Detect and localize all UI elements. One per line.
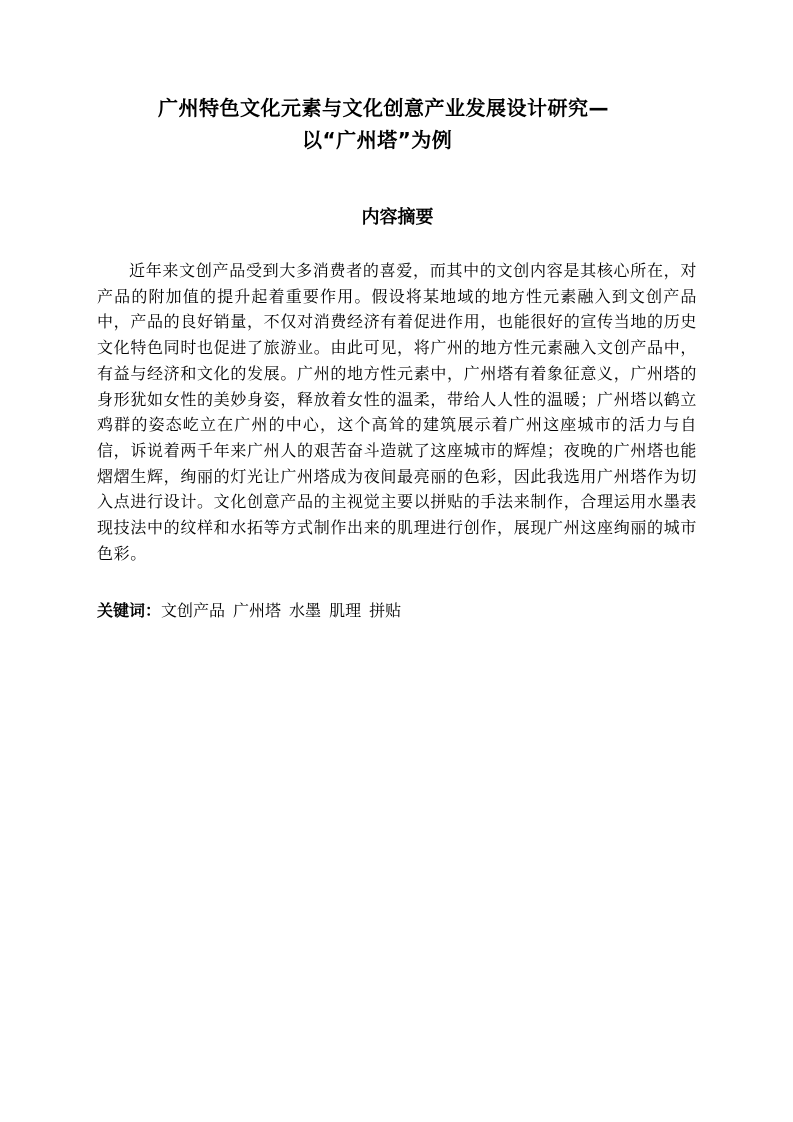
- keyword-item: 水墨: [289, 601, 322, 620]
- abstract-heading: 内容摘要: [361, 207, 434, 228]
- keyword-item: 文创产品: [161, 601, 226, 620]
- keywords-label: 关键词：: [97, 601, 162, 620]
- paper-title-line-2: 以“广州塔”为例: [302, 128, 453, 152]
- paper-title-line-1: 广州特色文化元素与文化创意产业发展设计研究—: [158, 96, 609, 120]
- keywords-line: [97, 598, 697, 625]
- paper-title: [96, 92, 736, 156]
- keyword-item: 肌理: [329, 601, 362, 620]
- keyword-item: 广州塔: [233, 601, 282, 620]
- keyword-item: 拼贴: [369, 601, 402, 620]
- abstract-body: 近年来文创产品受到大多消费者的喜爱，而其中的文创内容是其核心所在，对产品的附加值的提升起着重要作用。假设将某地域的地方性元素融入到文创产品中，产品的良好销量，不仅对消费经济有着促进作用，也能很好的宣传当地的历史文化特色同时也促进了旅游业。由此可见，将广州的地方性元素融入文创产品中，有益与经济和文化的发展。广州的地方性元素中，广州塔有着象征意义，广州塔的身形犹如女性的美妙身姿，释放着女性的温柔，带给人人性的温暖；广州塔以鹤立鸡群的姿态屹立在广州的中心，这个高耸的建筑展示着广州这座城市的活力与自信，诉说着两千年来广州人的艰苦奋斗造就了这座城市的辉煌；夜晚的广州塔也能熠熠生辉，绚丽的灯光让广州塔成为夜间最亮丽的色彩，因此我选用广州塔作为切入点进行设计。文化创意产品的主视觉主要以拼贴的手法来制作，合理运用水墨表现技法中的纹样和水拓等方式制作出来的肌理进行创作，展现广州这座绚丽的城市色彩。: [97, 261, 697, 563]
